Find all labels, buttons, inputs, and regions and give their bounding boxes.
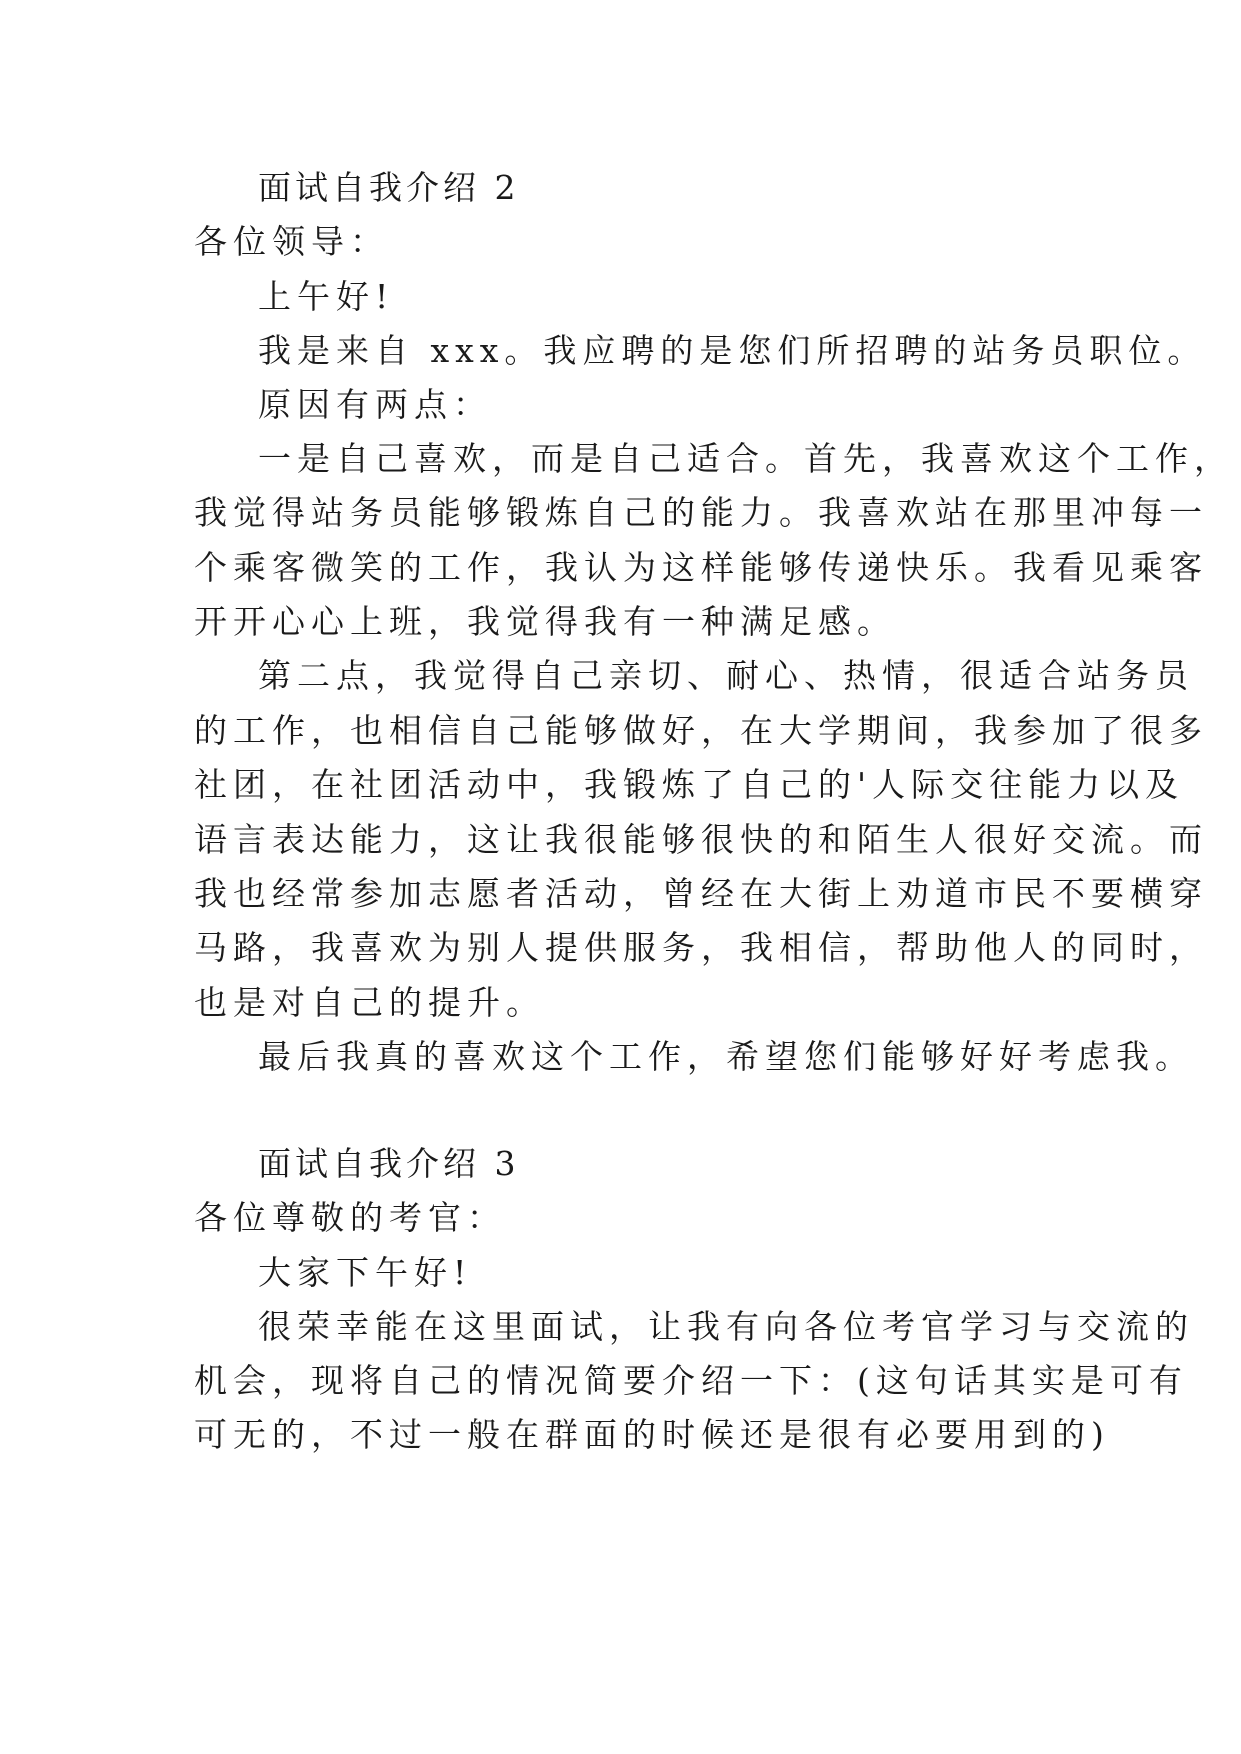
paragraph-line: 机会，现将自己的情况简要介绍一下：(这句话其实是可有 [194,1361,1188,1400]
paragraph-line: 语言表达能力，这让我很能够很快的和陌生人很好交流。而 [194,820,1208,859]
paragraph-line: 很荣幸能在这里面试，让我有向各位考官学习与交流的 [258,1307,1194,1346]
paragraph-line: 可无的，不过一般在群面的时候还是很有必要用到的) [194,1415,1110,1454]
paragraph-line: 原因有两点： [258,385,492,424]
paragraph-line: 个乘客微笑的工作，我认为这样能够传递快乐。我看见乘客 [194,548,1208,587]
paragraph-line: 我是来自 xxx。我应聘的是您们所招聘的站务员职位。 [258,331,1207,370]
paragraph-line: 马路，我喜欢为别人提供服务，我相信，帮助他人的同时， [194,928,1208,967]
paragraph-line: 的工作，也相信自己能够做好，在大学期间，我参加了很多 [194,711,1208,750]
salutation: 各位尊敬的考官： [194,1198,506,1237]
greeting: 大家下午好! [258,1253,473,1292]
section-title: 面试自我介绍 2 [258,168,520,207]
paragraph-line: 社团，在社团活动中，我锻炼了自己的'人际交往能力以及 [194,765,1185,804]
section-title: 面试自我介绍 3 [258,1144,520,1183]
paragraph-line: 开开心心上班，我觉得我有一种满足感。 [194,602,896,641]
paragraph-line: 我也经常参加志愿者活动，曾经在大街上劝道市民不要横穿 [194,874,1208,913]
greeting: 上午好! [258,277,395,316]
paragraph-line: 我觉得站务员能够锻炼自己的能力。我喜欢站在那里冲每一 [194,493,1208,532]
paragraph-line: 也是对自己的提升。 [194,983,545,1022]
paragraph-line: 一是自己喜欢，而是自己适合。首先，我喜欢这个工作， [258,439,1233,478]
paragraph-line: 第二点，我觉得自己亲切、耐心、热情，很适合站务员 [258,656,1194,695]
paragraph-line: 最后我真的喜欢这个工作，希望您们能够好好考虑我。 [258,1037,1194,1076]
salutation: 各位领导： [194,222,389,261]
